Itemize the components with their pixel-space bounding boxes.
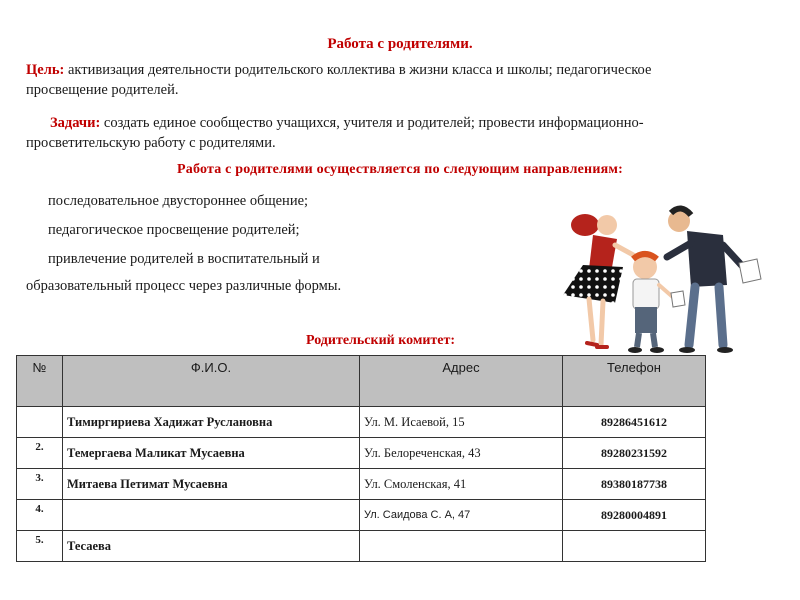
member-phone: [563, 531, 706, 562]
table-row: [17, 500, 706, 531]
member-name: [63, 500, 360, 531]
table-row: [17, 438, 706, 469]
page-title: Работа с родителями.: [327, 36, 473, 52]
goal-label: Цель:: [26, 62, 65, 78]
member-address: [360, 531, 563, 562]
row-number: 4.: [17, 500, 63, 531]
member-address: Ул. Смоленская, 41: [360, 469, 563, 500]
member-name: Темергаева Маликат Мусаевна: [63, 438, 360, 469]
member-address: Ул. М. Исаевой, 15: [360, 407, 563, 438]
parents-scolding-child-illustration: [545, 195, 765, 360]
member-phone: 89286451612: [563, 407, 706, 438]
member-address: Ул. Саидова С. А, 47: [360, 500, 563, 531]
row-number: [17, 407, 63, 438]
member-name: Митаева Петимат Мусаевна: [63, 469, 360, 500]
column-header-phone: Телефон: [563, 356, 706, 407]
member-phone: 89380187738: [563, 469, 706, 500]
row-number: 2.: [17, 438, 63, 469]
table-row: [17, 407, 706, 438]
table-header-row: [17, 356, 706, 407]
committee-heading: Родительский комитет:: [306, 333, 456, 348]
row-number: 5.: [17, 531, 63, 562]
list-item-text: педагогическое просвещение родителей;: [48, 222, 300, 238]
column-header-address: Адрес: [360, 356, 563, 407]
column-header-number: №: [17, 356, 63, 407]
tasks-text: создать единое сообщество учащихся, учителя и родителей; провести информационно-просветительскую работу с родителями.: [26, 115, 644, 151]
member-phone: 89280231592: [563, 438, 706, 469]
member-name: Тесаева: [63, 531, 360, 562]
directions-heading: Работа с родителями осуществляется по следующим направлениям:: [177, 162, 623, 177]
list-item-text: последовательное двустороннее общение;: [48, 193, 309, 209]
list-item: [26, 193, 308, 210]
committee-table: [16, 355, 706, 562]
goal-text: активизация деятельности родительского коллектива в жизни класса и школы; педагогическое просвещение родителей.: [26, 62, 652, 98]
member-phone: 89280004891: [563, 500, 706, 531]
tasks-paragraph: [26, 113, 706, 153]
column-header-name: Ф.И.О.: [63, 356, 360, 407]
list-item: [26, 251, 320, 268]
list-item-text: привлечение родителей в воспитательный и: [48, 251, 320, 267]
list-item: [26, 222, 300, 239]
table-row: [17, 531, 706, 562]
table-row: [17, 469, 706, 500]
row-number: 3.: [17, 469, 63, 500]
member-address: Ул. Белореченская, 43: [360, 438, 563, 469]
list-item-continuation: образовательный процесс через различные формы.: [26, 278, 342, 294]
member-name: Тимиргириева Хадижат Руслановна: [63, 407, 360, 438]
goal-paragraph: [26, 60, 706, 100]
tasks-label: Задачи:: [50, 115, 101, 131]
